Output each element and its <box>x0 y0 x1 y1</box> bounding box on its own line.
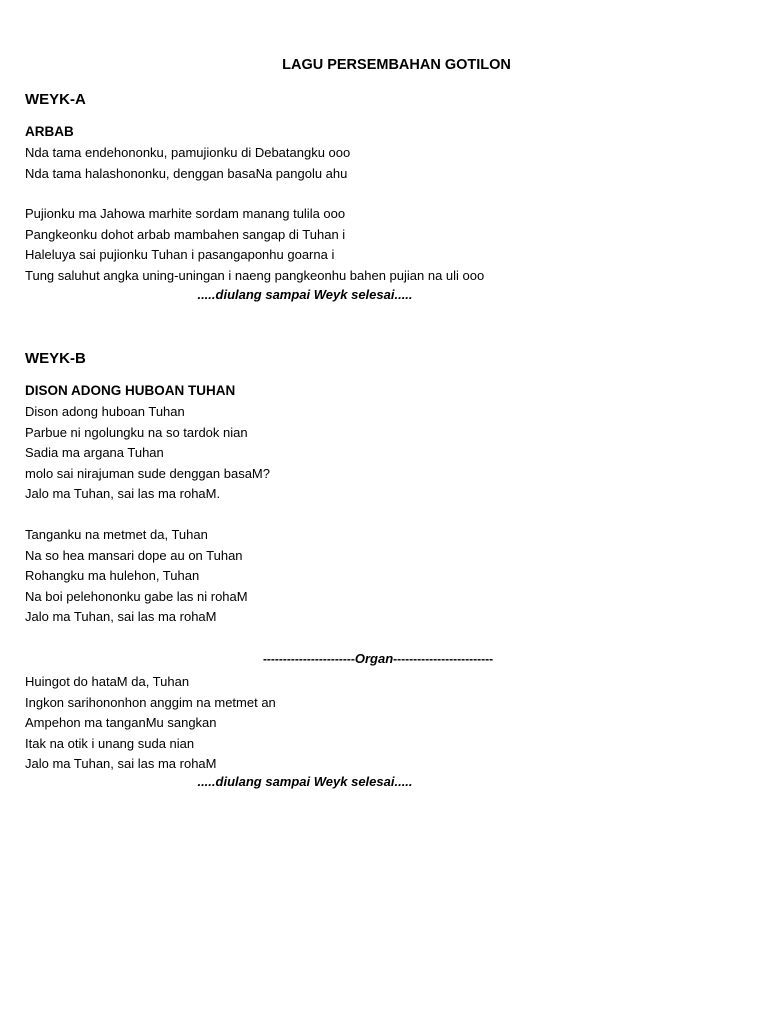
lyric-line: Sadia ma argana Tuhan <box>25 445 164 460</box>
document-title: LAGU PERSEMBAHAN GOTILON <box>282 57 511 73</box>
weyk-b-verse-1 <box>25 402 270 505</box>
lyric-line: Na so hea mansari dope au on Tuhan <box>25 547 243 563</box>
weyk-b-verse-2 <box>25 525 248 628</box>
weyk-b-song-title: DISON ADONG HUBOAN TUHAN <box>25 383 236 398</box>
lyric-line: Jalo ma Tuhan, sai las ma rohaM <box>25 756 217 771</box>
weyk-a-song-title: ARBAB <box>25 124 74 139</box>
weyk-b-verse-3 <box>25 672 276 775</box>
lyric-line: Haleluya sai pujionku Tuhan i pasangaponhu goarna i <box>25 247 335 262</box>
lyric-line: Tanganku na metmet da, Tuhan <box>25 527 208 542</box>
weyk-a-verse-2 <box>25 204 484 286</box>
lyric-line: Dison adong huboan Tuhan <box>25 404 185 419</box>
lyric-line: Tung saluhut angka uning-uningan i naeng pangkeonhu bahen pujian na uli ooo <box>25 267 485 283</box>
weyk-a-verse-1 <box>25 143 350 184</box>
lyric-line: Nda tama halashononku, denggan basaNa pangolu ahu <box>25 165 348 181</box>
weyk-b-heading: WEYK-B <box>25 350 86 367</box>
organ-dashes-right: ------------------------- <box>393 652 494 666</box>
lyric-line: Pujionku ma Jahowa marhite sordam manang tulila ooo <box>25 206 346 221</box>
lyric-line: Itak na otik i unang suda nian <box>25 735 195 751</box>
lyric-line: Jalo ma Tuhan, sai las ma rohaM. <box>25 486 221 501</box>
lyric-line: Nda tama endehononku, pamujionku di Debatangku ooo <box>25 145 351 160</box>
organ-label: Organ <box>354 651 394 666</box>
weyk-a-repeat-note: .....diulang sampai Weyk selesai..... <box>197 287 413 302</box>
lyric-line: Na boi pelehononku gabe las ni rohaM <box>25 588 248 604</box>
lyric-line: Ampehon ma tanganMu sangkan <box>25 715 217 730</box>
lyric-line: Pangkeonku dohot arbab mambahen sangap di Tuhan i <box>25 226 346 242</box>
lyric-line: Parbue ni ngolungku na so tardok nian <box>25 424 248 440</box>
lyric-line: molo sai nirajuman sude denggan basaM? <box>25 465 270 481</box>
weyk-b-repeat-note: .....diulang sampai Weyk selesai..... <box>197 774 413 789</box>
weyk-a-heading: WEYK-A <box>25 91 86 108</box>
lyric-line: Jalo ma Tuhan, sai las ma rohaM <box>25 609 217 624</box>
lyric-line: Ingkon sarihononhon anggim na metmet an <box>25 694 276 710</box>
lyric-line: Rohangku ma hulehon, Tuhan <box>25 568 200 583</box>
organ-dashes-left: ----------------------- <box>262 652 355 666</box>
organ-interlude-divider <box>0 651 756 666</box>
lyric-line: Huingot do hataM da, Tuhan <box>25 674 190 689</box>
